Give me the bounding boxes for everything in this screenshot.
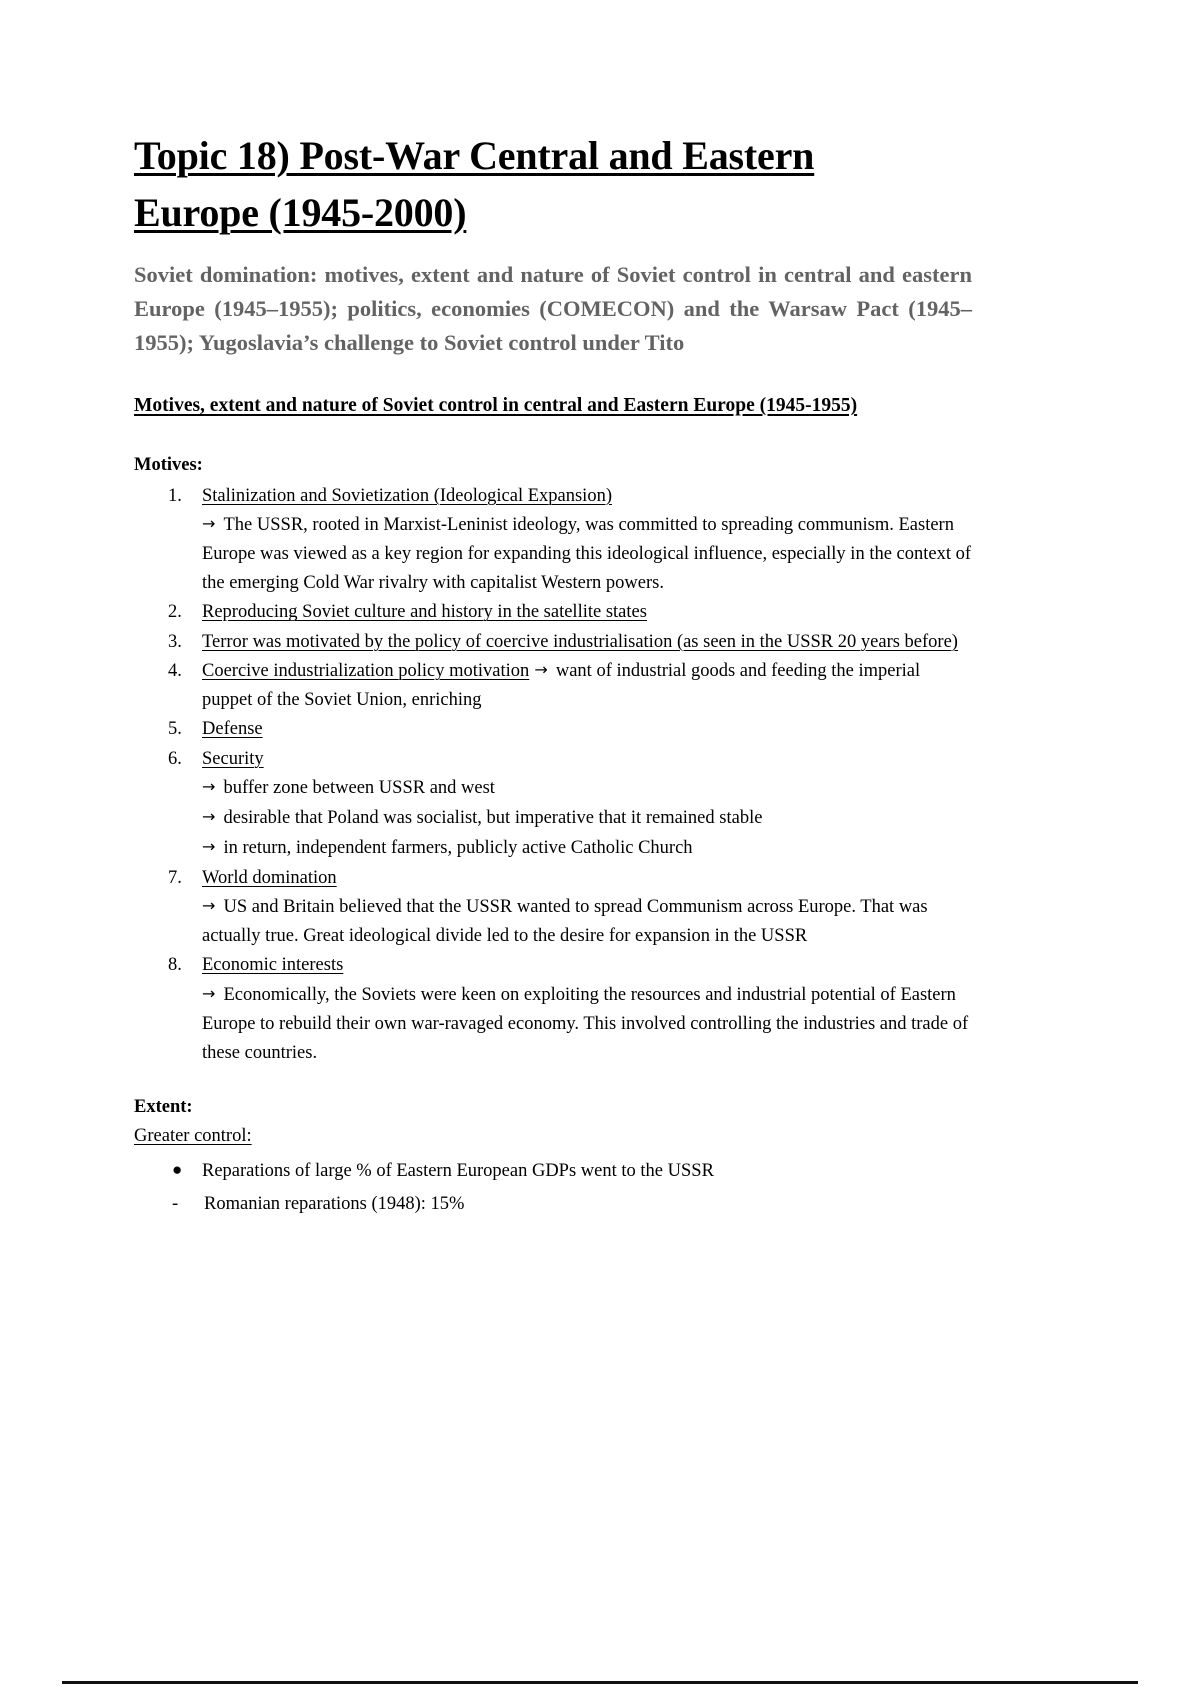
list-item-body <box>202 893 974 951</box>
list-item-heading <box>202 955 343 975</box>
motives-list-item <box>134 951 974 1068</box>
page-title-line-2: Europe (1945-2000) <box>134 189 467 235</box>
arrow-icon: → <box>202 836 221 856</box>
list-item-heading-tail-text: want of industrial goods and feeding the imperial puppet of the Soviet Union, enriching <box>202 660 921 711</box>
list-item-number: 4. <box>168 660 182 681</box>
extent-bullet-text: Reparations of large % of Eastern European GDPs went to the USSR <box>202 1160 714 1181</box>
motives-list-item <box>134 864 974 952</box>
motives-list-item <box>134 657 974 715</box>
list-item-heading-text: World domination <box>202 867 337 888</box>
section-heading <box>134 390 974 422</box>
extent-bullet-item <box>134 1157 974 1187</box>
list-item-heading <box>202 632 958 652</box>
list-item-body <box>202 511 974 599</box>
page-title-line-1: Topic 18) Post-War Central and Eastern <box>134 133 815 178</box>
list-item-heading <box>202 719 263 739</box>
motives-list-item <box>134 715 974 744</box>
extent-dash-text: Romanian reparations (1948): 15% <box>204 1194 465 1215</box>
motives-list-item <box>134 598 974 627</box>
list-item-sub-point-text: desirable that Poland was socialist, but imperative that it remained stable <box>223 807 763 828</box>
greater-control-label <box>134 1123 974 1151</box>
document-body <box>134 128 974 1220</box>
extent-bullet-list <box>134 1157 974 1187</box>
list-item-heading <box>202 486 612 506</box>
list-item-heading <box>202 602 647 622</box>
arrow-icon: → <box>202 806 221 826</box>
list-item-number: 6. <box>168 748 182 769</box>
list-item-sub-point <box>202 774 974 804</box>
list-item-heading-text: Security <box>202 748 264 769</box>
arrow-icon: → <box>202 895 221 915</box>
list-item-body-text: The USSR, rooted in Marxist-Leninist ideology, was committed to spreading communism. Eastern Europe was viewed as a key region for expanding this ideological influence, especially in the context of the emerging Cold War rivalry with capitalist Western powers. <box>202 514 972 594</box>
list-item-number: 2. <box>168 602 182 623</box>
list-item-body <box>202 981 974 1069</box>
motives-label: Motives: <box>134 454 203 475</box>
motives-list-item <box>134 628 974 657</box>
list-item-heading-text: Coercive industrialization policy motivation <box>202 660 530 681</box>
arrow-icon: → <box>202 513 221 533</box>
document-subtitle: Soviet domination: motives, extent and nature of Soviet control in central and eastern Europe (1945–1955); politics, economies (COMECON) and the Warsaw Pact (1945–1955); Yugoslavia’s challenge to Soviet control under Tito <box>134 261 972 355</box>
arrow-icon: → <box>529 659 553 679</box>
motives-list-item <box>134 745 974 864</box>
bullet-icon: ● <box>172 1159 183 1179</box>
dash-icon: - <box>172 1194 179 1215</box>
list-item-heading-text: Stalinization and Sovietization (Ideological Expansion) <box>202 485 612 506</box>
list-item-body-text: Economically, the Soviets were keen on exploiting the resources and industrial potential of Eastern Europe to rebuild their own war-ravaged economy. This involved controlling the industries and trade of these countries. <box>202 984 969 1063</box>
list-item-heading-text: Defense <box>202 719 263 740</box>
arrow-icon: → <box>202 983 221 1003</box>
extent-label: Extent: <box>134 1097 193 1118</box>
list-item-heading-text: Terror was motivated by the policy of coercive industrialisation (as seen in the USSR 20 years before) <box>202 631 958 652</box>
motives-list <box>134 482 974 1069</box>
extent-dash-list <box>134 1190 974 1220</box>
list-item-heading-text: Economic interests <box>202 955 344 976</box>
arrow-icon: → <box>202 776 221 796</box>
list-item-number: 3. <box>168 631 182 652</box>
extent-dash-item <box>134 1190 974 1220</box>
list-item-heading <box>202 749 264 769</box>
list-item-sub-point <box>202 834 974 864</box>
section-heading-text: Motives, extent and nature of Soviet control in central and Eastern Europe (1945-1955) <box>134 395 858 417</box>
greater-control-text: Greater control: <box>134 1125 252 1146</box>
list-item-number: 5. <box>168 719 182 740</box>
page-title <box>134 128 974 242</box>
list-item-heading <box>202 661 920 710</box>
list-item-sub-point <box>202 804 974 834</box>
list-item-number: 8. <box>168 955 182 976</box>
list-item-sub-point-text: buffer zone between USSR and west <box>223 777 495 798</box>
motives-list-item <box>134 482 974 599</box>
list-item-number: 1. <box>168 485 182 506</box>
list-item-sub-point-text: in return, independent farmers, publicly active Catholic Church <box>223 837 693 858</box>
list-item-number: 7. <box>168 867 182 888</box>
list-item-body-text: US and Britain believed that the USSR wanted to spread Communism across Europe. That was actually true. Great ideological divide led to the desire for expansion in the USSR <box>202 896 928 947</box>
footer-divider <box>62 1681 1138 1684</box>
list-item-heading <box>202 868 337 888</box>
list-item-heading-text: Reproducing Soviet culture and history in the satellite states <box>202 602 647 623</box>
